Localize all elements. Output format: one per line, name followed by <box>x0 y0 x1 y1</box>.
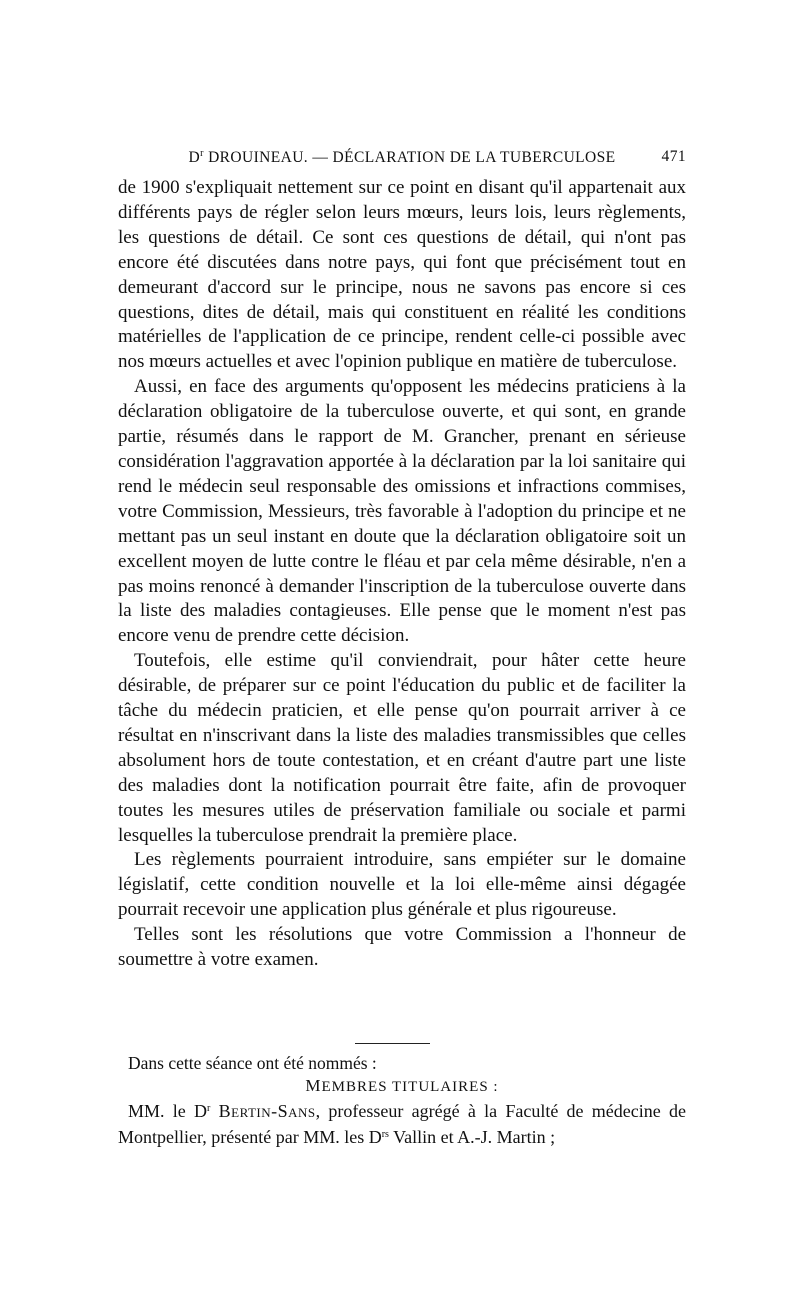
title-sup: r <box>200 148 204 159</box>
paragraph-3: Toutefois, elle estime qu'il conviendrait, pour hâter cette heure désirable, de préparer sur ce point l'éducation du public et de faciliter la tâche du médecin praticien, et elle pense qu'on pourrait arriver à ce résultat en n'inscrivant dans la liste des maladies transmissibles que celles absolument hors de toute contestation, et en créant d'autre part une liste des maladies dont la notification pourrait être faite, afin de provoquer toutes les mesures utiles de préservation familiale ou sociale et parmi lesquelles la tuberculose prendrait la première place. <box>118 650 686 846</box>
title-prefix: D <box>188 149 201 166</box>
members-heading-initial: M <box>305 1076 322 1095</box>
entry-drs-sup: rs <box>381 1129 389 1140</box>
paragraph-4: Les règlements pourraient introduire, sans empiéter sur le domaine législatif, cette condition nouvelle et la loi elle-même ainsi dégagée pourrait recevoir une application plus générale et plus rigoureuse. <box>118 849 686 921</box>
paragraph-5: Telles sont les résolutions que votre Commission a l'honneur de soumettre à votre examen. <box>118 924 686 971</box>
members-heading-rest: EMBRES TITULAIRES : <box>321 1079 499 1095</box>
member-entry <box>118 1097 686 1149</box>
paragraph-2: Aussi, en face des arguments qu'opposent les médecins praticiens à la déclaration obligatoire de la tuberculose ouverte, et qui sont, en grande partie, résumés dans le rapport de M. Grancher, prenant en sérieuse considération l'aggravation apportée à la déclaration par la loi sanitaire qui rend le médecin seul responsable des omissions et infractions commises, votre Commission, Messieurs, très favorable à l'adoption du principe et ne mettant pas un seul instant en doute que la déclaration obligatoire soit un excellent moyen de lutte contre le fléau et par cela même désirable, n'en a pas moins renoncé à demander l'inscription de la tuberculose ouverte dans la liste des maladies contagieuses. Elle pense que le moment n'est pas encore venu de prendre cette décision. <box>118 376 686 647</box>
member-name: Bertin-Sans <box>218 1101 316 1121</box>
entry-mid: , professeur agrégé à la Faculté de médecine de Montpellier, présenté par MM. les D <box>118 1101 687 1147</box>
running-title <box>118 148 686 167</box>
page-number: 471 <box>661 148 686 165</box>
members-heading <box>118 1076 686 1096</box>
member-entry-text <box>118 1097 686 1149</box>
entry-end: Vallin et A.-J. Martin ; <box>388 1127 556 1147</box>
title-rest: DROUINEAU. — DÉCLARATION DE LA TUBERCULOSE <box>203 149 616 166</box>
body-text <box>118 176 686 973</box>
entry-prefix: MM. le D <box>128 1101 208 1121</box>
nominations-intro: Dans cette séance ont été nommés : <box>128 1053 377 1073</box>
paragraph-1: de 1900 s'expliquait nettement sur ce point en disant qu'il appartenait aux différents pays de régler selon leurs mœurs, leurs lois, leurs règlements, les questions de détail. Ce sont ces questions de détail, qui n'ont pas encore été discutées dans notre pays, qui font que précisément tout en demeurant d'accord sur le principe, nous ne savons pas encore si ces questions, dites de détail, mais qui constituent en réalité les conditions matérielles de l'application de ce principe, rendent celle-ci possible avec nos mœurs actuelles et avec l'opinion publique en matière de tuberculose. <box>118 177 686 373</box>
entry-dr-sup: r <box>207 1103 211 1114</box>
running-header <box>118 148 686 167</box>
section-divider <box>355 1043 430 1044</box>
